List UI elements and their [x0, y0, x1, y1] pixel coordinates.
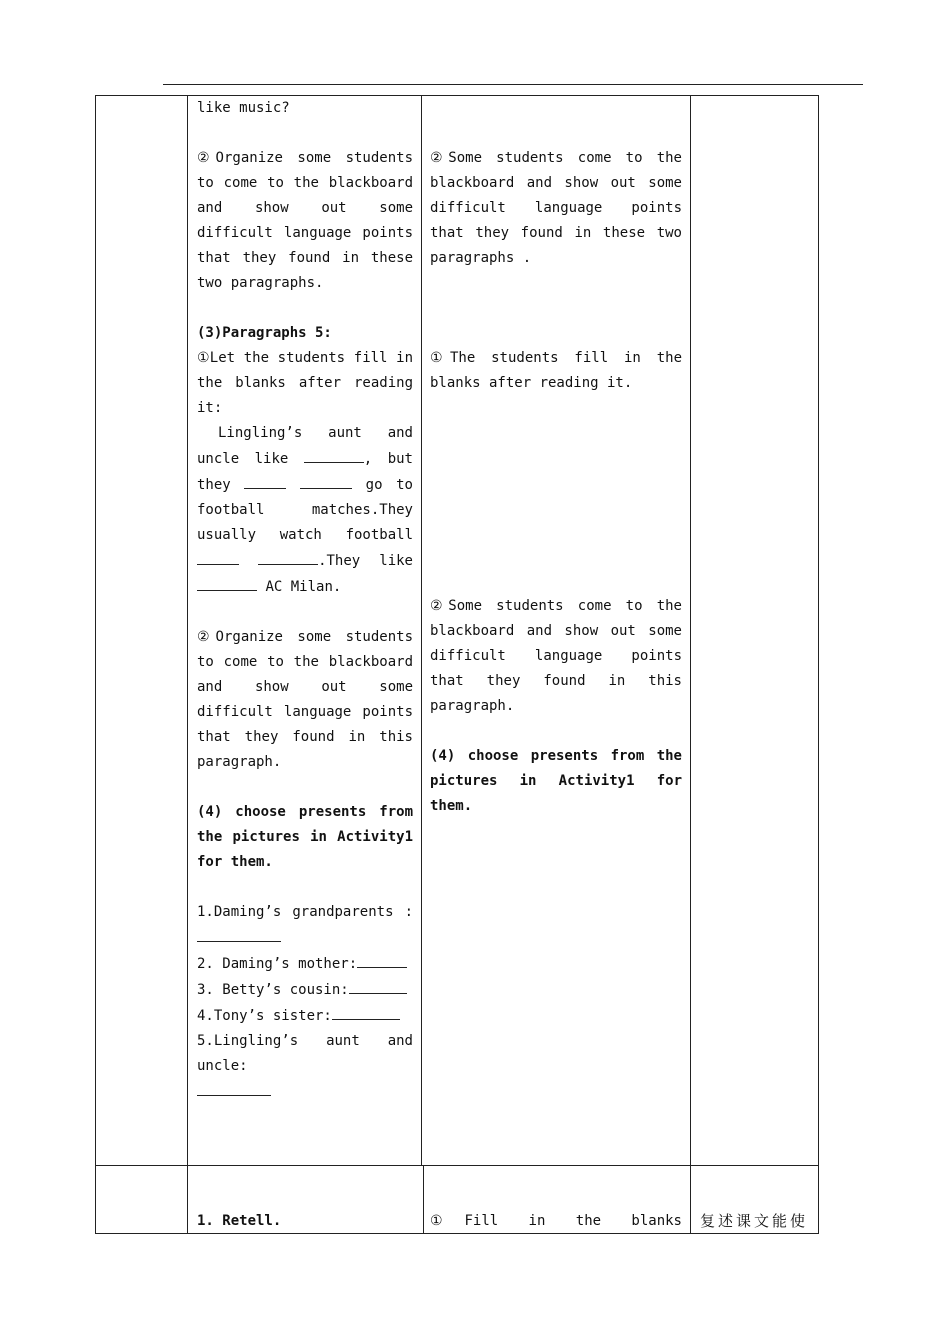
list-item: 2. Daming’s mother:	[197, 951, 413, 977]
student-activity-cell	[430, 146, 682, 396]
list-item-blank	[197, 1079, 413, 1105]
list-item: 5.Lingling’s aunt and uncle:	[197, 1033, 413, 1074]
students-show-points: ②Some students come to the blackboard and show out some difficult language points that they found in these two paragraphs .	[430, 150, 682, 266]
header-rule	[163, 84, 863, 85]
fill-blanks-step: ①Fill in the blanks	[430, 1213, 682, 1229]
blank-line	[197, 1079, 271, 1096]
table-border-left	[95, 95, 96, 1234]
student-activity-cell-2	[430, 594, 682, 819]
table-border-right	[818, 95, 819, 1234]
fill-blanks-instruction: ①Let the students fill in the blanks after reading it:	[197, 350, 413, 416]
choose-presents-heading: (4) choose presents from the pictures in Activity1 for them.	[197, 804, 413, 870]
text-line: like music?	[197, 100, 290, 116]
organize-students-step: ②Organize some students to come to the blackboard and show out some difficult language points that they found in these two paragraphs.	[197, 150, 413, 291]
list-item: 4.Tony’s sister:	[197, 1003, 413, 1029]
choose-presents-heading-2: (4) choose presents from the pictures in Activity1 for them.	[430, 748, 682, 814]
col-divider-2	[421, 95, 422, 1166]
blank-line	[244, 472, 286, 489]
blank-line	[304, 446, 364, 463]
blank-line	[197, 548, 239, 565]
table-border-mid	[95, 1165, 819, 1166]
blank-line	[300, 472, 352, 489]
col-divider-1	[187, 95, 188, 1234]
organize-students-step-2: ②Organize some students to come to the blackboard and show out some difficult language points that they found in this paragraph.	[197, 629, 413, 770]
col-divider-3	[690, 95, 691, 1234]
col-divider-2-row2	[423, 1165, 424, 1234]
blank-line	[349, 977, 407, 994]
students-fill-blanks: ①The students fill in the blanks after reading it.	[430, 350, 682, 391]
students-show-points-2: ②Some students come to the blackboard and show out some difficult language points that they found in this paragraph.	[430, 598, 682, 714]
teacher-activity-cell	[197, 96, 413, 1105]
blank-line	[258, 548, 318, 565]
list-item: 3. Betty’s cousin:	[197, 977, 413, 1003]
paragraph-5-heading: (3)Paragraphs 5:	[197, 325, 332, 341]
fill-blanks-exercise: Lingling’s aunt and uncle like , but they go to football matches.They usually watch football .They like AC Milan.	[197, 425, 413, 595]
blank-line	[197, 574, 257, 591]
retell-step: 1. Retell.	[197, 1213, 282, 1229]
blank-line	[357, 951, 407, 968]
blank-line	[197, 925, 281, 942]
design-purpose-note: 复述课文能使	[700, 1212, 809, 1230]
blank-line	[332, 1003, 400, 1020]
list-item: 1.Daming’s grandparents :	[197, 900, 413, 951]
